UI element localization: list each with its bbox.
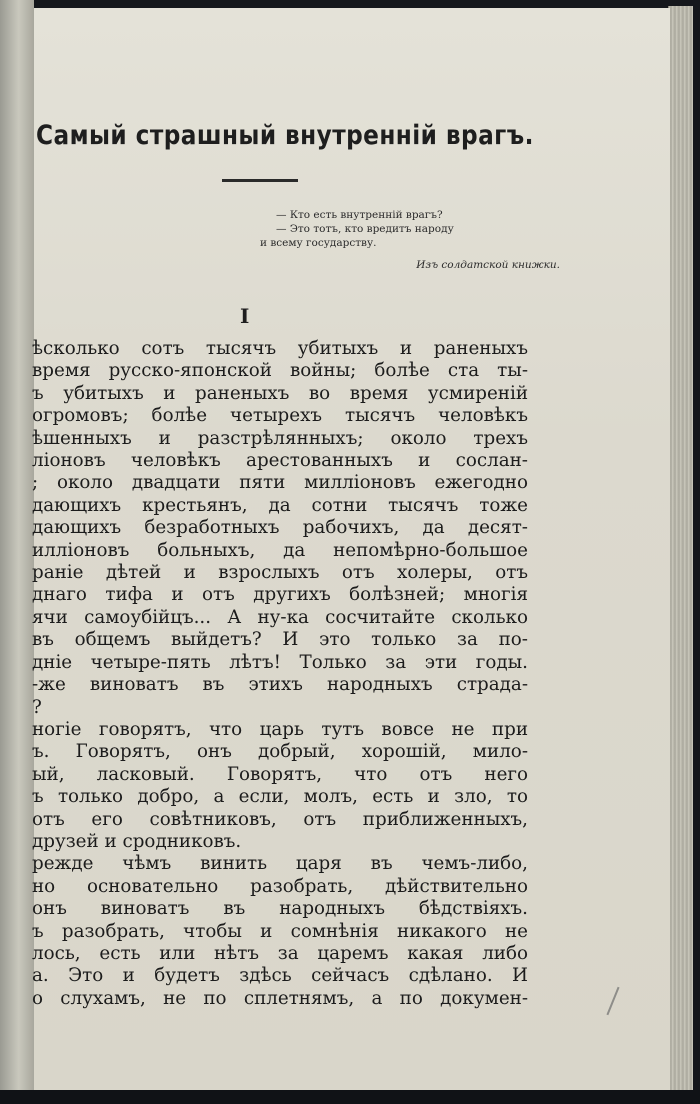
text-line: въ общемъ выйдетъ? И это только за по- [32,629,528,651]
epigraph-line: — Кто есть внутренній врагъ? [276,209,443,221]
page-title: Самый страшный внутренній врагъ. [36,120,534,151]
epigraph-line: — Это тотъ, кто вредитъ народу [276,223,454,235]
book-cover-edge [0,0,34,1104]
epigraph-line: и всему государству. [260,237,377,249]
title-divider [222,179,298,182]
text-line: дніе четыре-пять лѣтъ! Только за эти годы. [32,651,528,673]
text-line: дающихъ крестьянъ, да сотни тысячъ тоже [32,494,528,516]
text-line: ъ убитыхъ и раненыхъ во время усмиреній [32,382,528,404]
text-line: отъ его совѣтниковъ, отъ приближенныхъ, [32,808,528,830]
body-text [32,338,672,1010]
text-line: ліоновъ человѣкъ арестованныхъ и сослан- [32,450,528,472]
text-line: о слухамъ, не по сплетнямъ, а по докумен- [32,987,528,1009]
text-line: ? [32,696,42,718]
text-line: друзей и сродниковъ. [32,830,242,852]
text-line: ый, ласковый. Говорятъ, что отъ него [32,763,528,785]
text-line: время русско-японской войны; болѣе ста ты- [32,360,528,382]
text-line: ъ только добро, а если, молъ, есть и зло, то [32,786,528,808]
text-line: ; около двадцати пяти милліоновъ ежегодно [32,472,528,494]
text-line: раніе дѣтей и взрослыхъ отъ холеры, отъ [32,562,528,584]
text-line: ѣшенныхъ и разстрѣлянныхъ; около трехъ [32,427,528,449]
text-line: дающихъ безработныхъ рабочихъ, да десят- [32,517,528,539]
chapter-number: I [240,304,250,328]
text-line: режде чѣмъ винить царя въ чемъ-либо, [32,853,528,875]
text-line: ѣсколько сотъ тысячъ убитыхъ и раненыхъ [32,338,528,359]
text-line: ъ разобрать, чтобы и сомнѣнія никакого не [32,920,528,942]
table-surface [0,1090,700,1104]
text-line: -же виноватъ въ этихъ народныхъ страда- [32,674,528,696]
text-line: днаго тифа и отъ другихъ болѣзней; многія [32,584,528,606]
epigraph-source: Изъ солдатской книжки. [416,259,560,271]
text-line: ъ. Говорятъ, онъ добрый, хорошій, мило- [32,741,528,763]
text-line: но основательно разобрать, дѣйствительно [32,875,528,897]
text-line: ячи самоубійцъ... А ну-ка сосчитайте сколько [32,606,528,628]
text-line: ногіе говорятъ, что царь тутъ вовсе не при [32,718,528,740]
text-line: илліоновъ больныхъ, да непомѣрно-большое [32,539,528,561]
epigraph [260,208,560,272]
text-line: онъ виноватъ въ народныхъ бѣдствіяхъ. [32,898,528,920]
text-line: лось, есть или нѣтъ за царемъ какая либо [32,942,528,964]
text-line: а. Это и будетъ здѣсь сейчасъ сдѣлано. И [32,965,528,987]
text-line: огромовъ; болѣе четырехъ тысячъ человѣкъ [32,405,528,427]
book-page [34,8,670,1090]
